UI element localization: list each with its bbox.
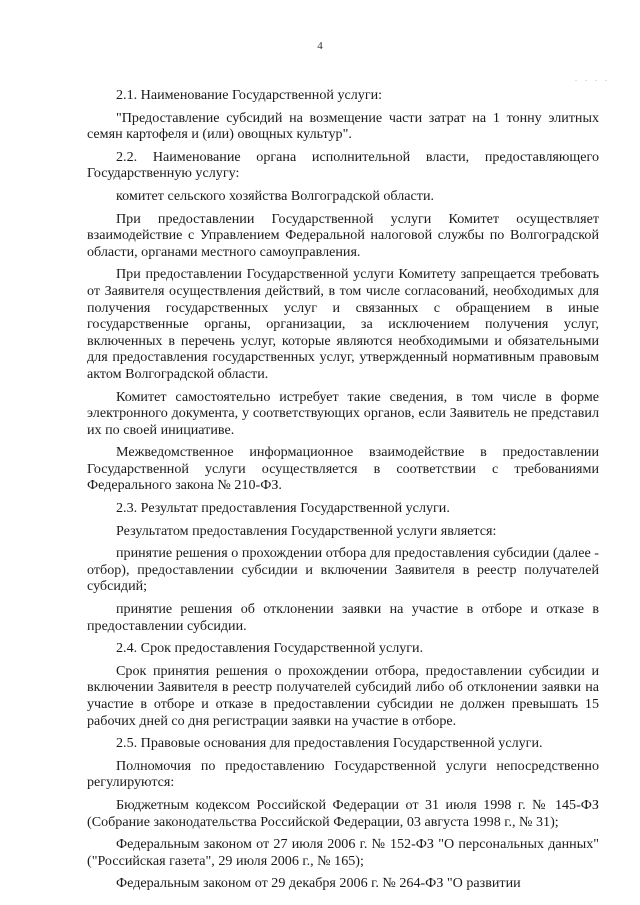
paragraph-result-intro: Результатом предоставления Государственной услуги является: <box>116 522 497 539</box>
paragraph-law-264: Федеральным законом от 29 декабря 2006 г. № 264-ФЗ "О развитии <box>116 875 521 892</box>
paragraph-budget-code: Бюджетным кодексом Российской Федерации от 31 июля 1998 г. № 145-ФЗ (Собрание законодательства Российской Федерации, 03 августа 1998 г., № 31); <box>87 796 599 830</box>
paragraph-interaction: При предоставлении Государственной услуги Комитет осуществляет взаимодействие с Управлением Федеральной налоговой службы по Волгоградской области, органами местного самоуправления. <box>87 210 599 260</box>
section-heading-2-2: 2.2. Наименование органа исполнительной власти, предоставляющего Государственную услугу: <box>87 148 599 182</box>
section-heading-2-3: 2.3. Результат предоставления Государственной услуги. <box>116 500 450 517</box>
section-heading-2-1: 2.1. Наименование Государственной услуги: <box>116 87 383 103</box>
paragraph-requests: Комитет самостоятельно истребует такие сведения, в том числе в форме электронного документа, у соответствующих органов, если Заявитель не представил их по своей инициативе. <box>87 388 599 438</box>
section-heading-2-4: 2.4. Срок предоставления Государственной услуги. <box>116 640 424 657</box>
document-body <box>87 87 599 898</box>
section-heading-2-5: 2.5. Правовые основания для предоставления Государственной услуги. <box>116 735 543 752</box>
paragraph-deadline: Срок принятия решения о прохождении отбора, предоставлении субсидии и включении Заявителя в реестр получателей субсидий либо об отклонении заявки на участие в отборе и отказе в предоставлении субсидии не должен превышать 15 рабочих дней со дня регистрации заявки на участие в отборе. <box>87 662 599 729</box>
paragraph-interagency: Межведомственное информационное взаимодействие в предоставлении Государственной услуги осуществляется в соответствии с требованиями Федерального закона № 210-ФЗ. <box>87 444 599 494</box>
paragraph-law-152: Федеральным законом от 27 июля 2006 г. № 152-ФЗ "О персональных данных" ("Российская газета", 29 июля 2006 г., № 165); <box>87 836 599 869</box>
paragraph-result-rejection: принятие решения об отклонении заявки на участие в отборе и отказе в предоставлении субсидии. <box>87 601 599 634</box>
page-number: 4 <box>317 40 323 52</box>
paragraph-legal-intro: Полномочия по предоставлению Государственной услуги непосредственно регулируются: <box>87 757 599 791</box>
scan-artifact: . . . . <box>575 74 610 83</box>
paragraph-service-name: "Предоставление субсидий на возмещение части затрат на 1 тонну элитных семян картофеля и (или) овощных культур". <box>87 109 599 143</box>
paragraph-prohibition: При предоставлении Государственной услуги Комитету запрещается требовать от Заявителя осуществления действий, в том числе согласований, необходимых для получения государственных услуг и связанных с обращением в иные государственные органы, организации, за исключением получения услуг, включенных в перечень услуг, которые являются необходимыми и обязательными для предоставления государственных услуг, утвержденный нормативным правовым актом Волгоградской области. <box>87 266 599 382</box>
paragraph-authority-name: комитет сельского хозяйства Волгоградской области. <box>116 187 435 204</box>
paragraph-result-approval: принятие решения о прохождении отбора для предоставления субсидии (далее - отбор), предоставлении субсидии и включении Заявителя в реестр получателей субсидий; <box>87 545 599 595</box>
